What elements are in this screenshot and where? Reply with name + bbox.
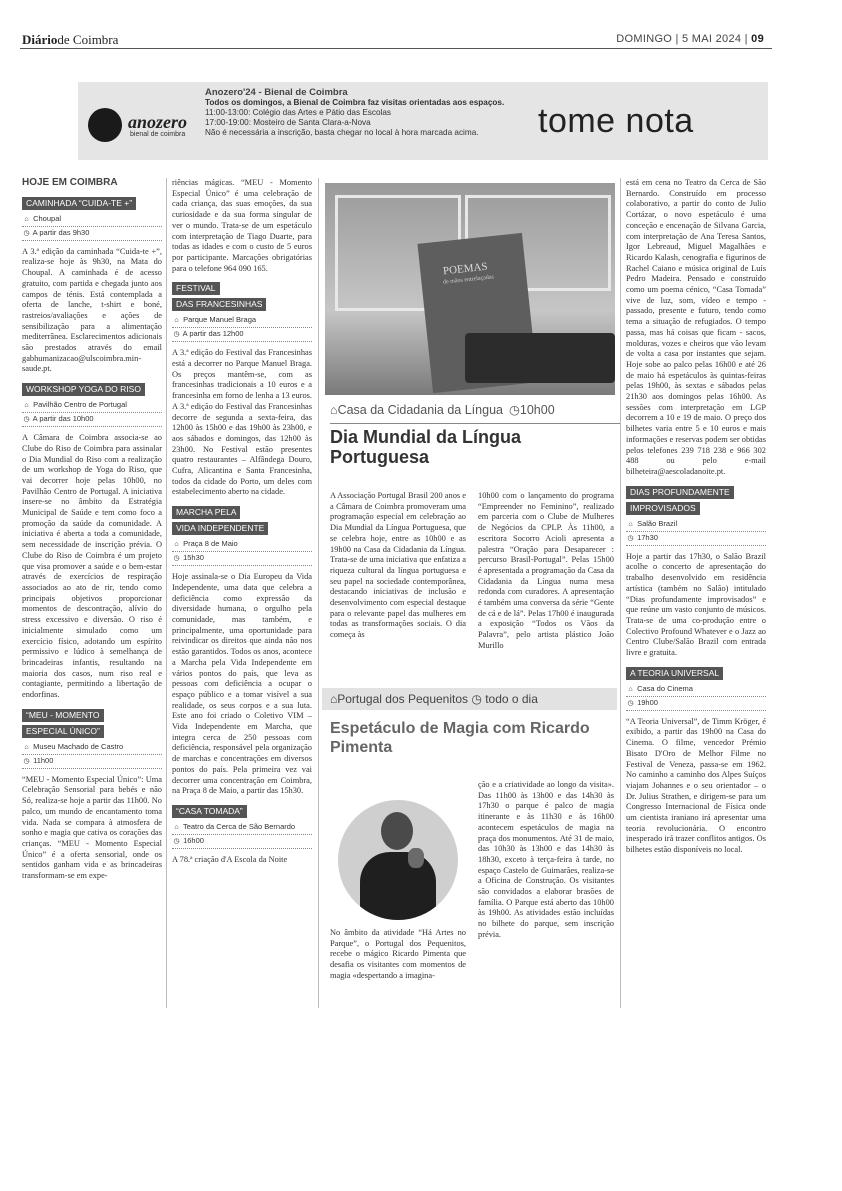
time-text: 11h00	[33, 755, 54, 765]
meta-place	[626, 518, 766, 532]
meta-place	[172, 821, 312, 835]
magician-head	[381, 812, 413, 850]
banner-line3: Não é necessária a inscrição, basta chegar no local à hora marcada acima.	[205, 128, 479, 137]
meta-time	[22, 755, 162, 769]
banner-line1: 11:00-13:00: Colégio das Artes e Pátio das Escolas	[205, 108, 392, 117]
home-icon: ⌂	[330, 403, 338, 417]
masthead-coimbra: de Coimbra	[57, 32, 119, 47]
lead-header	[330, 402, 620, 424]
meta-place	[22, 399, 162, 413]
magic-time: todo o dia	[485, 692, 538, 706]
article-body: “MEU - Momento Especial Único”: Uma Celebração Sensorial para bebés e não Só, realiza-se hoje a partir das 11h00. No palco, um mundo de encantamento toma vida. Nada se compara à atmosfera de sonho e magia que cativa os corações das crianças. “MEU - Momento Especial Único” é a oferta sensorial, onde os sentidos ganham vida e as brincadeiras transformam-se em expe-	[22, 774, 162, 881]
clock-icon: ◷	[173, 555, 180, 563]
magic-title: Espetáculo de Magia com Ricardo Pimenta	[330, 720, 590, 756]
article-body: A Câmara de Coimbra associa-se ao Clube do Riso de Coimbra para assinalar o Dia Mundial do Riso com a realização de um workshop de Yoga do Riso, que vai decorrer hoje pelas 10h00, no Pavilhão Centro de Portugal. A iniciativa insere-se no âmbito da Estratégia Municipal de Saúde e tem como foco a promoção da saúde da comunidade. A iniciativa é aberta a toda a comunidade, sem necessidade de inscrição prévia. O Clube do Riso de Coimbra é um projeto que visa promover a saúde e o bem-estar através de exercícios de respiração associados ao ato de rir, tendo como principais objetivos proporcionar momentos de descontração, alívio do stress excessivo e diversão. O riso é inicialmente simulado como um exercício físico, adotando um espírito permissivo e lúdico à semelhança de brincadeiras infantis, resultando na maioria dos casos, num riso real e contagiante, permitindo a libertação de endorfinas.	[22, 433, 162, 700]
meta-place	[22, 213, 162, 227]
lead-time: 10h00	[519, 403, 555, 417]
tag-yoga: WORKSHOP YOGA DO RISO	[22, 383, 145, 396]
clock-icon: ◷	[627, 534, 634, 542]
meta-time	[22, 227, 162, 241]
time-text: 16h00	[183, 835, 204, 845]
meta-place	[626, 683, 766, 697]
photo-book-title: POEMAS	[442, 260, 489, 278]
lead-text-a	[330, 491, 466, 641]
lead-photo	[325, 183, 615, 395]
tag-festival-1: FESTIVAL	[172, 282, 220, 295]
place-text: Choupal	[33, 213, 62, 223]
tag-teoria: A TEORIA UNIVERSAL	[626, 667, 723, 680]
article-body: A 78.ª criação d'A Escola da Noite	[172, 854, 288, 864]
meta-time	[172, 328, 312, 342]
time-text: 17h30	[637, 532, 658, 542]
meta-time	[626, 697, 766, 711]
lead-place: Casa da Cidadania da Língua	[337, 403, 503, 417]
home-icon: ⌂	[628, 685, 633, 693]
tag-momento-1: “MEU - MOMENTO	[22, 709, 104, 722]
place-text: Teatro da Cerca de São Bernardo	[182, 821, 296, 831]
home-icon: ⌂	[174, 541, 179, 549]
header-rule	[20, 48, 772, 49]
tag-dias-1: DIAS PROFUNDAMENTE	[626, 486, 734, 499]
magic-text-a	[330, 928, 466, 982]
photo-tray	[465, 333, 615, 383]
clock-icon: ◷	[23, 416, 30, 424]
meta-place	[22, 741, 162, 755]
home-icon: ⌂	[24, 743, 29, 751]
meta-time	[172, 552, 312, 566]
column-rule	[166, 178, 167, 1008]
lead-text-b	[478, 491, 614, 652]
meta-time	[22, 413, 162, 427]
clock-icon: ◷	[627, 699, 634, 707]
home-icon: ⌂	[628, 520, 633, 528]
column-1	[22, 178, 162, 882]
column-2	[172, 178, 312, 866]
section-title: HOJE EM COIMBRA	[22, 177, 118, 188]
masthead-diario: Diário	[22, 32, 58, 47]
article-body: A 3.ª edição da caminhada “Cuida-te +”, realiza-se hoje às 9h30, na Mata do Choupal. A caminhada é de acesso gratuito, com partida e chegada junto aos campos de ténis. Está contemplada a oferta de lanche, t-shirt e boné, rastreios/avaliações e ações de sensibilização para a alimentação mediterrânea. Esclarecimentos adicionais são prestados através do email gabhumanizacao@ulscoimbra.min-saude.pt.	[22, 246, 162, 374]
clock-icon: ◷	[508, 403, 520, 417]
time-text: A partir das 12h00	[182, 329, 244, 339]
tag-momento-2: ESPECIAL ÚNICO”	[22, 725, 104, 738]
banner-subtitle: Todos os domingos, a Bienal de Coimbra faz visitas orientadas aos espaços.	[205, 98, 505, 107]
banner-title: Anozero'24 - Bienal de Coimbra	[205, 87, 348, 98]
tag-marcha-1: MARCHA PELA	[172, 506, 240, 519]
banner-line2: 17:00-19:00: Mosteiro de Santa Clara-a-Nova	[205, 118, 371, 127]
tag-marcha-2: VIDA INDEPENDENTE	[172, 522, 268, 535]
meta-time	[626, 532, 766, 546]
article-body: A Associação Portugal Brasil 200 anos e a Câmara de Coimbra promoveram uma programação especial em celebração ao Dia Mundial da Língua Portuguesa, que se celebra hoje, entre as 10h00 e as 19h00 na Casa da Cidadania da Língua. Trata-se de uma iniciativa que enfatiza a riqueza cultural da língua portuguesa e seu papel na sociedade contemporânea, destacando iniciativas de inclusão e desenvolvimento com especial destaque para o relevante papel das mulheres em todas as transformações sociais. O dia começa às	[330, 491, 466, 640]
article-body: A 3.ª edição do Festival das Francesinhas está a decorrer no Parque Manuel Braga. Os preços mantêm-se, com as francesinhas tradicionais a 10 euros e a francesinha em forno de lenha a 13 euros. A 3.ª edição do Festival das Francesinhas decorre de segunda a sexta-feira, das 12h00 às 15h00 e das 19h00 às 23h00, e aos sábados e domingos, das 12h00 às 23h00. No Festival estão presentes quatro restaurantes – Alfândega Douro, Cufra, Alicantina e Santa Francesinha, todos da cidade do Porto, um deles com estabelecimento aberto na cidade.	[172, 348, 312, 497]
clock-icon: ◷	[23, 229, 30, 237]
magician-hand	[408, 848, 424, 868]
tag-casa: “CASA TOMADA”	[172, 805, 247, 818]
column-rule	[620, 178, 621, 1008]
anozero-logo-sub: bienal de coimbra	[130, 131, 186, 138]
magic-header	[330, 692, 538, 706]
magic-text-b	[478, 780, 614, 941]
time-text: 15h30	[183, 553, 204, 563]
article-body: está em cena no Teatro da Cerca de São Bernardo. Construído em processo colaborativo, a partir do conto de Julio Cortázar, o novo espetáculo é uma conceção e encenação de Silvana Garcia, com interpretação de Ana Teresa Santos, Igor Lebreaud, Miguel Magalhães e Ricardo Kalash, cenografia e figurinos de Rachel Caiano e música original de Luís Pedro Madeira. Pensado e construído como um poema cénico, “Casa Tomada” vive de luz, som, vídeo e tempo - passado, presente e futuro, tendo como tema a situação de refugiados. O tempo passa, mas há coisas que ficam - sacos, molduras, vozes e cheiros que vão levam de volta a casa por instantes que sejam. Hoje sobe ao palco pelas 16h00 e até 26 de maio há espetáculos às quintas-feiras pelas 19h00, às sextas e sábados pelas 21h30 aos domingos pelas 16h00. As sessões com interpretação em LGP decorrem a 10 e 19 de maio. O preço dos bilhetes varia entre 5 e 10 euros e mais informações e reservas podem ser obtidas pelos telefones 239 718 238 e 966 302 488 ou pelo e-mail bilheteira@aescoladanoite.pt.	[626, 178, 766, 476]
article-body: No âmbito da atividade “Há Artes no Parque”, o Portugal dos Pequenitos, recebe o mágico Ricardo Pimenta que desafia os visitantes com momentos de magia «despertando a imagina-	[330, 928, 466, 980]
home-icon: ⌂	[330, 692, 338, 706]
clock-icon: ◷	[173, 331, 180, 339]
time-text: 19h00	[637, 697, 658, 707]
place-text: Parque Manuel Braga	[183, 315, 257, 325]
tome-nota-title: tome nota	[538, 102, 694, 140]
clock-icon: ◷	[173, 837, 180, 845]
magician-body	[360, 852, 436, 920]
place-text: Praça 8 de Maio	[183, 539, 238, 549]
banner-info	[205, 88, 504, 138]
article-body: Hoje assinala-se o Dia Europeu da Vida Independente, uma data que celebra a deficiência como expressão da diversidade humana, o orgulho pela comunidade, mas também, e principalmente, uma oportunidade para reivindicar os direitos que ainda não nos estão garantidos. Todos os anos, acontece a Marcha pela Vida Independente em vários pontos do país, que leva as pessoas com deficiência a ocupar o espaço público e a tomar visível a sua realidade, os seus corpos e a sua luta. Este ano foi criado o Coletivo VIM – Vida Independente em Marcha, que integra cerca de 250 pessoas com deficiência, responsável pela organização de marchas e concentrações em diversos pontos do país. Pela primeira vez vai decorrer uma concentração em Coimbra, na Praça 8 de Maio, a partir das 15h30.	[172, 572, 312, 796]
article-body: Hoje a partir das 17h30, o Salão Brazil acolhe o concerto de apresentação do trabalho desenvolvido em residência artística (também no Salão) intitulado “Dias profundamente improvisados” e que reúne um vasto conjunto de músicos. Trata-se de uma co-produção entre o Colectivo Profound Whatever e o Jazz ao Centro Clube/Salão Brazil com entrada livre e gratuita.	[626, 551, 766, 658]
place-text: Pavilhão Centro de Portugal	[33, 400, 127, 410]
article-body: ção e a criatividade ao longo da visita». Das 11h00 às 13h00 e das 14h30 às 17h30 o parque é palco de magia itinerante e às 11h30 e às 16h00 acontecem espetáculos de magia na praça dos monumentos. Até 31 de maio, das 10h30 às 13h00 e das 14h30 às 18h30, exceto à terça-feira à tarde, no espaço Castelo de Guimarães, realiza-se a Oficina de Construção. Os visitantes são convidados a elaborar brasões de família. O Parque está aberto das 10h00 às 19h00. As atividades estão incluídas no bilhete do parque, sem inscrição prévia.	[478, 780, 614, 939]
anozero-logo-icon	[88, 108, 122, 142]
magician-photo	[338, 800, 458, 920]
column-rule	[318, 178, 319, 1008]
page-number: 09	[751, 33, 764, 45]
article-body: riências mágicas. “MEU - Momento Especial Único” é uma celebração de cada criança, das suas emoções, da sua curiosidade e da sua forma singular de ver o mundo. Trata-se de um espetáculo com interpretação de Tiago Duarte, para todas as idades e com o custo de 5 euros por participante. Marcações obrigatórias para o telefone 964 090 165.	[172, 178, 312, 273]
article-body: 10h00 com o lançamento do programa “Empreender no Feminino”, realizado em parceria com o Clube de Mulheres de Negócios da CPLP. Às 11h00, a escritora Socorro Acioli apresenta a palestra “Oração para Desaparecer : percurso Brasil-Portugal”. Pelas 15h00 é apresentada a programação da Casa da Cidadania da Língua numa mesa redonda com curadores. A apresentação é também uma conversa da série “Gente de cá e de lá”. Pelas 17h00 é inaugurada a exposição “Todos os Vãos da Palavra”, pelo artista plástico João Murillo	[478, 491, 614, 650]
magic-place: Portugal dos Pequenitos	[337, 692, 469, 706]
meta-time	[172, 835, 312, 849]
place-text: Casa do Cinema	[637, 683, 693, 693]
anozero-logo-text: anozero	[128, 112, 188, 132]
meta-place	[172, 314, 312, 328]
place-text: Salão Brazil	[637, 518, 678, 528]
home-icon: ⌂	[174, 823, 179, 831]
meta-place	[172, 538, 312, 552]
tag-dias-2: IMPROVISADOS	[626, 502, 700, 515]
home-icon: ⌂	[24, 215, 29, 223]
column-5	[626, 178, 766, 856]
clock-icon: ◷	[23, 757, 30, 765]
clock-icon: ◷	[471, 692, 482, 706]
dateline	[616, 33, 764, 45]
time-text: A partir das 9h30	[32, 227, 90, 237]
lead-title: Dia Mundial da Língua Portuguesa	[330, 427, 522, 467]
photo-book-subtitle: de mãos entrelaçadas	[442, 274, 495, 286]
masthead	[22, 32, 118, 48]
tag-festival-2: DAS FRANCESINHAS	[172, 298, 266, 311]
time-text: A partir das 10h00	[32, 414, 94, 424]
tag-caminhada: CAMINHADA “CUIDA-TE +”	[22, 197, 136, 210]
home-icon: ⌂	[24, 402, 29, 410]
home-icon: ⌂	[174, 317, 179, 325]
date-text: DOMINGO | 5 MAI 2024 |	[616, 33, 748, 45]
article-body: “A Teoria Universal”, de Timm Kröger, é exibido, a partir das 19h00 na Casa do Cinema. O filme, vencedor Prémio Bisato D'Oro de Melhor Filme no Festival de Veneza, passa-se em 1962. No caminho a caminho dos Alpes Suíços viajam Johannes e o seu orientador – o Dr. Julius Strathen, e dirigem-se para um Congresso Internacional de Física onde um cientista iraniano irá apresentar uma teoria revolucionária. O encontro inesperado irá trazer conflitos antigos. Os bilhetes estão disponíveis no local.	[626, 716, 766, 855]
place-text: Museu Machado de Castro	[33, 741, 124, 751]
